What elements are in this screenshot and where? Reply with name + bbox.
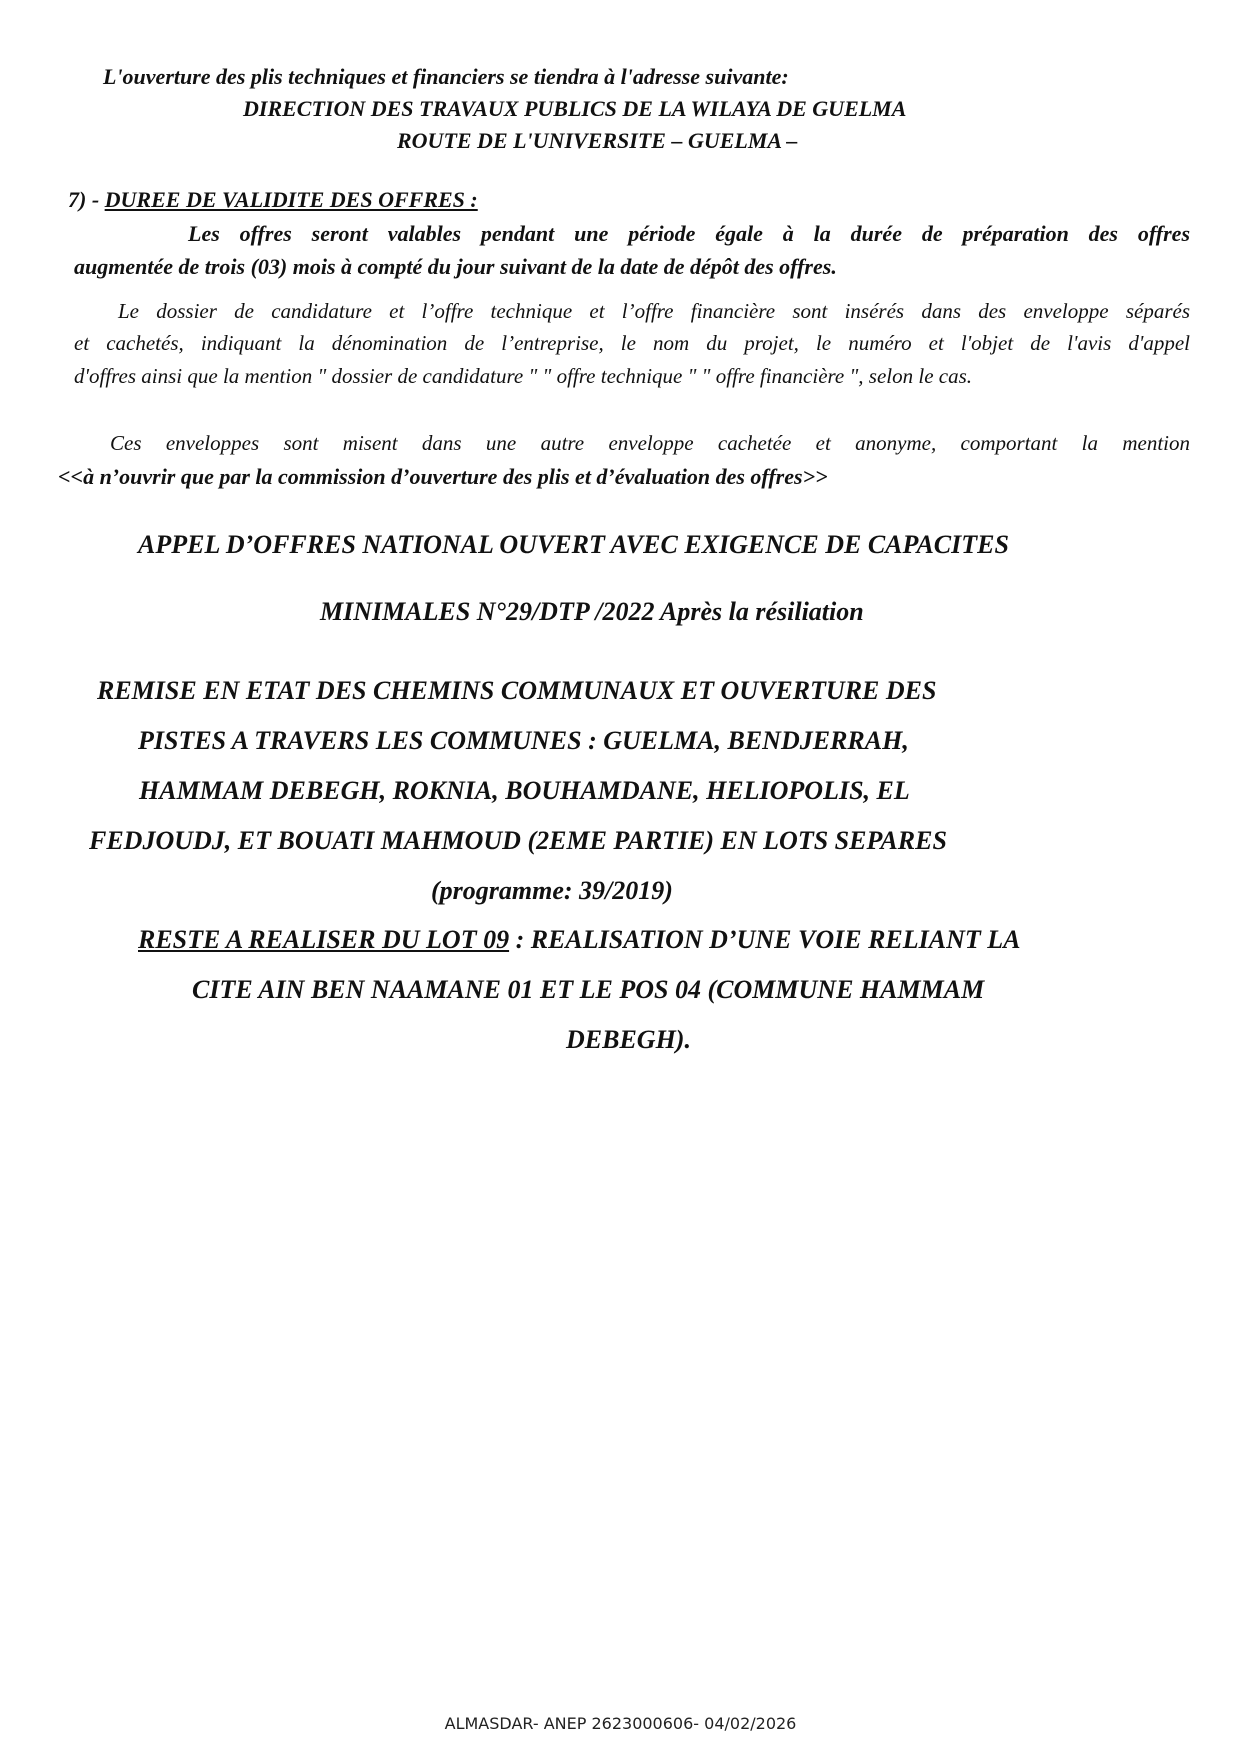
project-line-3: HAMMAM DEBEGH, ROKNIA, BOUHAMDANE, HELIOPOLIS, EL [139, 776, 910, 805]
dossier-line-1: Le dossier de candidature et l’offre technique et l’offre financière sont insérés dans des enveloppe séparés [118, 299, 1190, 323]
envelopes-line-2: <<à n’ouvrir que par la commission d’ouverture des plis et d’évaluation des offres>> [58, 464, 828, 489]
section-title: DUREE DE VALIDITE DES OFFRES : [104, 187, 478, 212]
tender-title-line-2: MINIMALES N°29/DTP /2022 Après la résiliation [320, 597, 864, 626]
lot-line-1 [138, 925, 1021, 955]
lot-line-1-rest: : REALISATION D’UNE VOIE RELIANT LA [509, 925, 1021, 954]
envelopes-line-1: Ces enveloppes sont misent dans une autre enveloppe cachetée et anonyme, comportant la mention [110, 431, 1190, 455]
project-line-1: REMISE EN ETAT DES CHEMINS COMMUNAUX ET OUVERTURE DES [97, 676, 937, 705]
section-number: 7) - [68, 187, 100, 212]
lot-line-3: DEBEGH). [566, 1025, 691, 1054]
footer-reference: ALMASDAR- ANEP 2623000606- 04/02/2026 [444, 1714, 797, 1733]
validity-line-2: augmentée de trois (03) mois à compté du jour suivant de la date de dépôt des offres. [74, 254, 837, 279]
opening-route: ROUTE DE L'UNIVERSITE – GUELMA – [397, 128, 798, 153]
lot-label: RESTE A REALISER DU LOT 09 [138, 925, 510, 954]
dossier-line-3: d'offres ainsi que la mention " dossier de candidature " " offre technique " " offre financière ", selon le cas. [74, 364, 973, 388]
opening-intro: L'ouverture des plis techniques et financiers se tiendra à l'adresse suivante: [103, 64, 789, 89]
validity-line-1: Les offres seront valables pendant une période égale à la durée de préparation des offres [188, 221, 1190, 246]
project-line-4: FEDJOUDJ, ET BOUATI MAHMOUD (2EME PARTIE) EN LOTS SEPARES [89, 826, 947, 855]
project-programme: (programme: 39/2019) [431, 876, 673, 905]
tender-title-line-1: APPEL D’OFFRES NATIONAL OUVERT AVEC EXIGENCE DE CAPACITES [138, 530, 1009, 559]
project-line-2: PISTES A TRAVERS LES COMMUNES : GUELMA, BENDJERRAH, [138, 726, 909, 755]
dossier-line-2: et cachetés, indiquant la dénomination de l’entreprise, le nom du projet, le numéro et l'objet de l'avis d'appel [74, 331, 1190, 355]
lot-line-2: CITE AIN BEN NAAMANE 01 ET LE POS 04 (COMMUNE HAMMAM [192, 975, 985, 1004]
opening-direction: DIRECTION DES TRAVAUX PUBLICS DE LA WILAYA DE GUELMA [243, 96, 907, 121]
section-7-heading [68, 187, 478, 213]
